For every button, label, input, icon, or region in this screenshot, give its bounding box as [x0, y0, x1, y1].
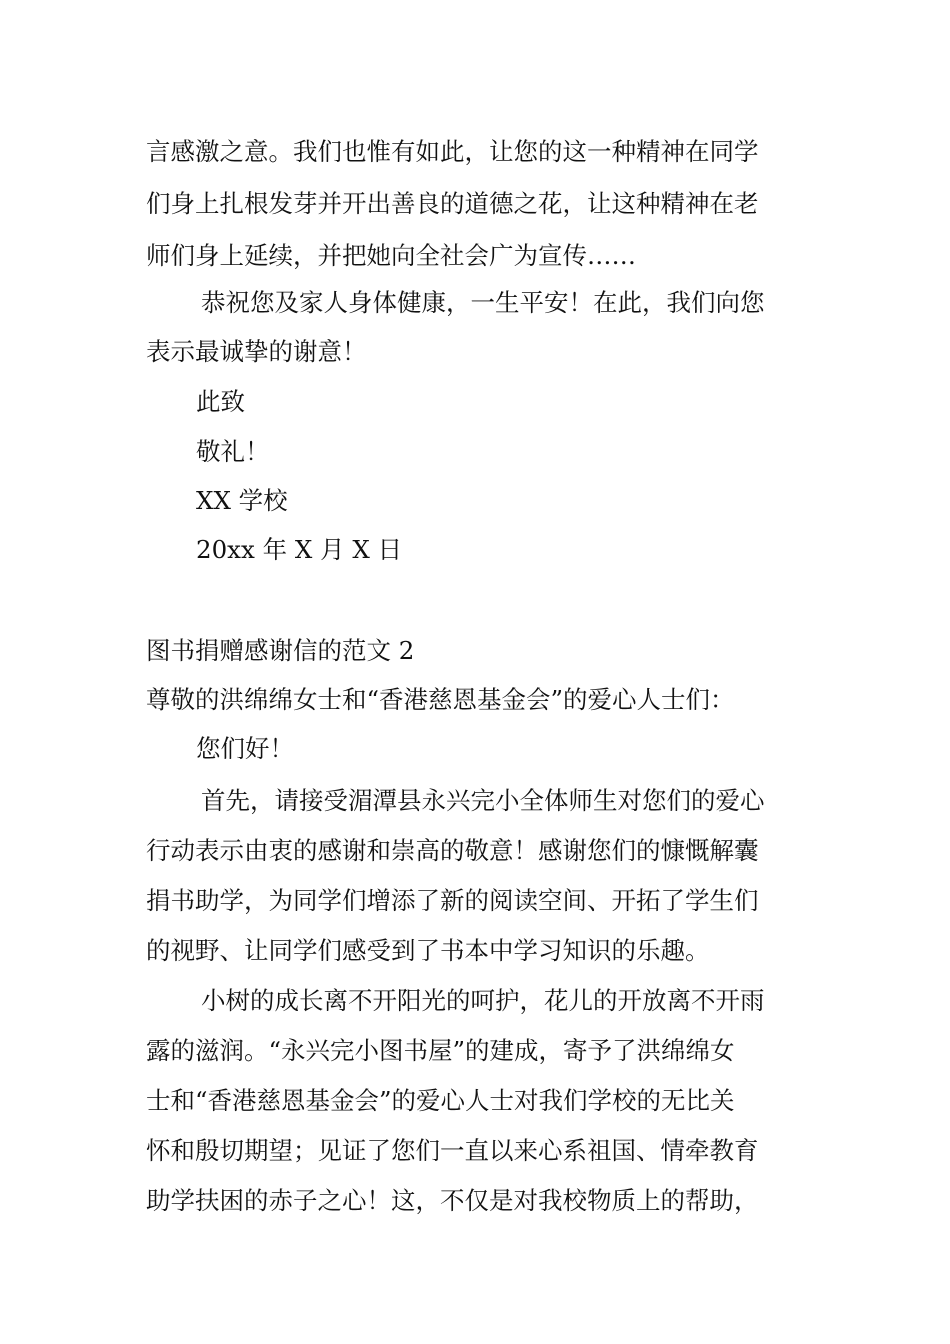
text-line: 捐书助学，为同学们增添了新的阅读空间、开拓了学生们	[146, 886, 759, 915]
closing-phrase: 此致	[196, 387, 245, 416]
text-line: 表示最诚挚的谢意！	[146, 337, 367, 366]
text-line: 行动表示由衷的感谢和崇高的敬意！感谢您们的慷慨解囊	[146, 836, 759, 865]
text-line: 恭祝您及家人身体健康，一生平安！在此，我们向您	[201, 288, 765, 317]
text-line: 言感激之意。我们也惟有如此，让您的这一种精神在同学	[146, 137, 759, 166]
text-line: 怀和殷切期望；见证了您们一直以来心系祖国、情牵教育	[146, 1136, 759, 1165]
text-line: 小树的成长离不开阳光的呵护，花儿的开放离不开雨	[201, 986, 765, 1015]
text-line: 首先，请接受湄潭县永兴完小全体师生对您们的爱心	[201, 786, 765, 815]
salutation: 尊敬的洪绵绵女士和“香港慈恩基金会”的爱心人士们：	[146, 685, 735, 714]
text-line: 的视野、让同学们感受到了书本中学习知识的乐趣。	[146, 936, 710, 965]
text-line: 助学扶困的赤子之心！这，不仅是对我校物质上的帮助，	[146, 1186, 759, 1215]
text-line: 士和“香港慈恩基金会”的爱心人士对我们学校的无比关	[146, 1086, 735, 1115]
section-title: 图书捐赠感谢信的范文 2	[146, 636, 415, 665]
text-line: 露的滋润。“永兴完小图书屋”的建成，寄予了洪绵绵女	[146, 1036, 735, 1065]
text-line: 师们身上延续，并把她向全社会广为宣传……	[146, 241, 636, 270]
greeting: 您们好！	[196, 734, 294, 763]
closing-salute: 敬礼！	[196, 437, 270, 466]
text-line: 们身上扎根发芽并开出善良的道德之花，让这种精神在老	[146, 189, 759, 218]
signature: XX 学校	[196, 486, 288, 515]
date: 20xx 年 X 月 X 日	[196, 535, 403, 564]
